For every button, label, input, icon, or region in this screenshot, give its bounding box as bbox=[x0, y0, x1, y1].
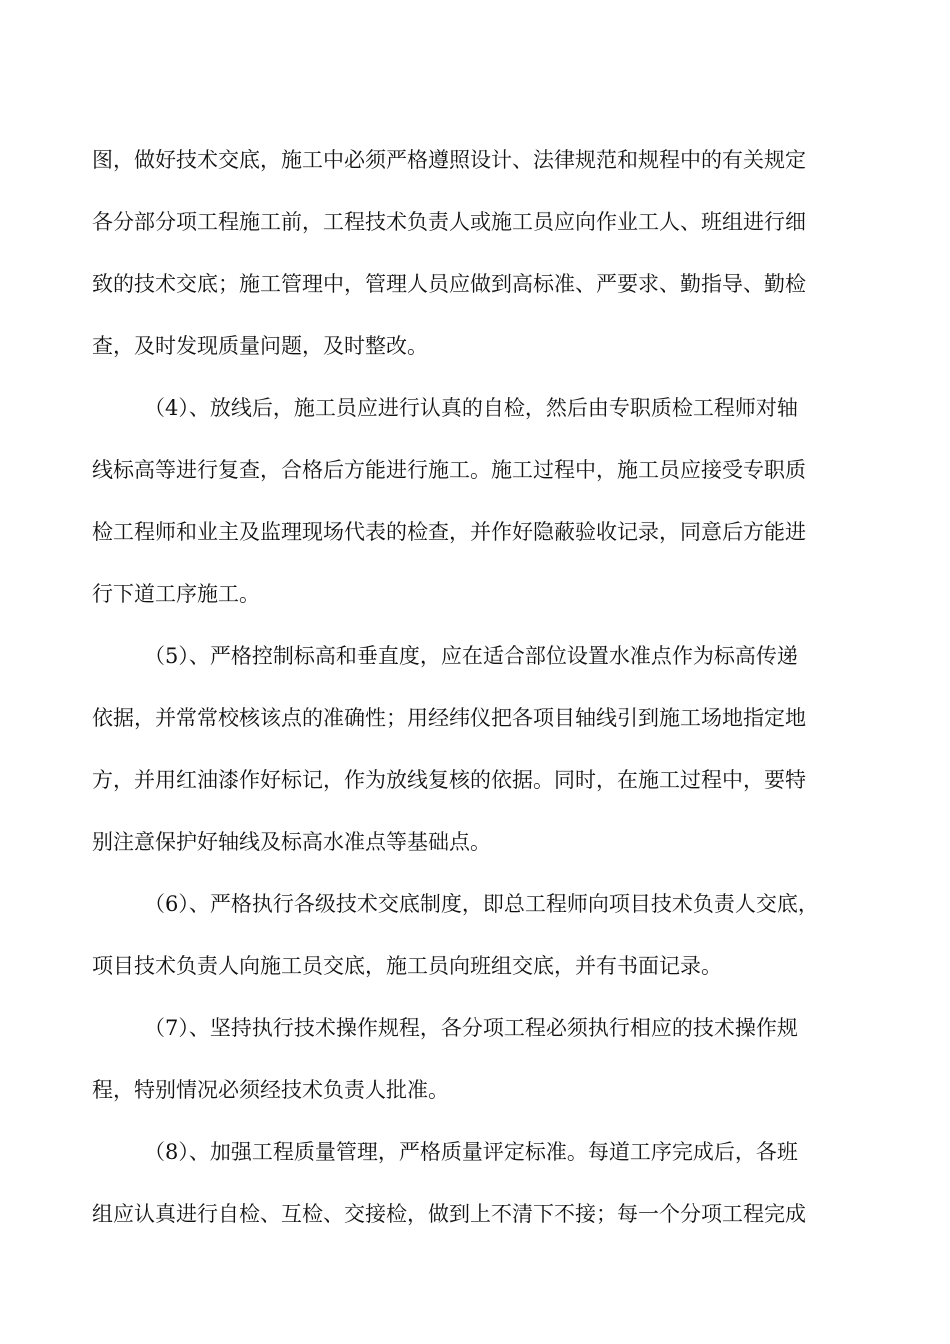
paragraph-item-7 bbox=[92, 1008, 882, 1132]
text-line: 线标高等进行复查，合格后方能进行施工。施工过程中，施工员应接受专职质 bbox=[92, 458, 806, 482]
text-line: 各分部分项工程施工前，工程技术负责人或施工员应向作业工人、班组进行细 bbox=[92, 210, 806, 234]
text-line: 图，做好技术交底，施工中必须严格遵照设计、法律规范和规程中的有关规定 bbox=[92, 148, 806, 172]
text-line: （6）、严格执行各级技术交底制度，即总工程师向项目技术负责人交底， bbox=[144, 892, 819, 916]
text-line: （4）、放线后，施工员应进行认真的自检，然后由专职质检工程师对轴 bbox=[144, 396, 798, 420]
paragraph-item-4 bbox=[92, 388, 882, 636]
paragraph-item-8 bbox=[92, 1132, 882, 1256]
text-line: 别注意保护好轴线及标高水准点等基础点。 bbox=[92, 830, 491, 854]
text-line: 致的技术交底；施工管理中，管理人员应做到高标准、严要求、勤指导、勤检 bbox=[92, 272, 806, 296]
text-line: 方，并用红油漆作好标记，作为放线复核的依据。同时，在施工过程中，要特 bbox=[92, 768, 806, 792]
text-line: 项目技术负责人向施工员交底，施工员向班组交底，并有书面记录。 bbox=[92, 954, 722, 978]
text-line: 依据，并常常校核该点的准确性；用经纬仪把各项目轴线引到施工场地指定地 bbox=[92, 706, 806, 730]
text-line: 查，及时发现质量问题，及时整改。 bbox=[92, 334, 428, 358]
body-text bbox=[92, 140, 882, 1256]
text-line: 检工程师和业主及监理现场代表的检查，并作好隐蔽验收记录，同意后方能进 bbox=[92, 520, 806, 544]
text-line: （7）、坚持执行技术操作规程，各分项工程必须执行相应的技术操作规 bbox=[144, 1016, 798, 1040]
paragraph-item-6 bbox=[92, 884, 882, 1008]
text-line: （8）、加强工程质量管理，严格质量评定标准。每道工序完成后，各班 bbox=[144, 1140, 798, 1164]
paragraph-item-5 bbox=[92, 636, 882, 884]
paragraph-continuation bbox=[92, 140, 882, 388]
text-line: 组应认真进行自检、互检、交接检，做到上不清下不接；每一个分项工程完成 bbox=[92, 1202, 806, 1226]
text-line: （5）、严格控制标高和垂直度，应在适合部位设置水准点作为标高传递 bbox=[144, 644, 798, 668]
text-line: 程，特别情况必须经技术负责人批准。 bbox=[92, 1078, 449, 1102]
text-line: 行下道工序施工。 bbox=[92, 582, 260, 606]
